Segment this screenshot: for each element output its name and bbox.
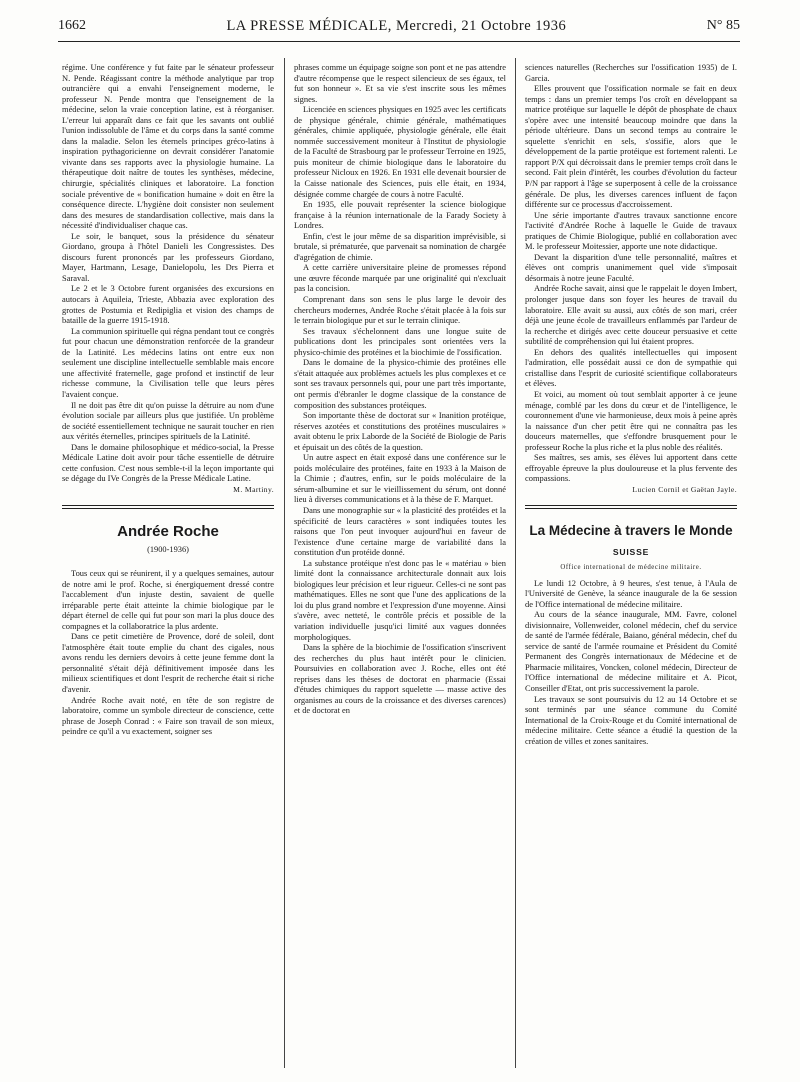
- paragraph: Elles prouvent que l'ossification normale se fait en deux temps : dans un premier temps l'os croît en développant sa matrice protéique sur laquelle le dépôt de phosphate de chaux s'opère avec une intensité beaucoup moindre que dans la période ultérieure. Dans un second temps au contraire le squelette s'enrichit en sels, s'ossifie, alors que le développement de la partie protéique est fortement ralenti. Le rapport P/X qui décroissait dans le premier temps croît dans le second. Fait plein d'intérêt, les courbes d'évolution du facteur P/N par rapport à l'âge se superposent à celle de la croissance générale. De plus, les diverses carences influent de façon différente sur ce processus d'accroissement.: [525, 83, 737, 210]
- paragraph: Dans la sphère de la biochimie de l'ossification s'inscrivent des recherches du plus haut intérêt pour le clinicien. Poursuivies en collaboration avec J. Roche, elles ont été reprises dans les thèses de doctorat en pharmacie (Essai d'études chimiques du rapport squelette — masse active des organismes au cours de la croissance et des diverses carences) et de doctorat en: [294, 642, 506, 716]
- paragraph: A cette carrière universitaire pleine de promesses répond une œuvre féconde marquée par une originalité qui n'excluait pas la concision.: [294, 262, 506, 294]
- column-3: [525, 62, 737, 746]
- section-divider: [62, 508, 274, 509]
- paragraph: Son importante thèse de doctorat sur « Inanition protéique, réserves azotées et constitutions des protéines musculaires » avait obtenu le prix Laborde de la Société de Biologie de Paris et épuisait un des côtés de la question.: [294, 410, 506, 452]
- paragraph: Devant la disparition d'une telle personnalité, maîtres et élèves ont compris unanimement quel vide s'imposait désormais à notre jeune Faculté.: [525, 251, 737, 283]
- column-1: [62, 62, 274, 737]
- paragraph: Le 2 et le 3 Octobre furent organisées des excursions en autocars à Aquileia, Trieste, Abbazia avec exploration des grottes de Postumia et Redipiglia et vision des champs de bataille de la guerre 1915-1918.: [62, 283, 274, 326]
- paragraph: Comprenant dans son sens le plus large le devoir des chercheurs modernes, Andrée Roche s'était placée à la fois sur le terrain biologique pur et sur le terrain clinique.: [294, 294, 506, 326]
- column-2: [294, 62, 506, 716]
- column-divider: [284, 58, 285, 1068]
- paragraph: phrases comme un équipage soigne son pont et ne pas attendre d'autre récompense que le respect silencieux de ses égaux, tel fut son honneur ». Et sa vie s'est inscrite sous les mêmes signes.: [294, 62, 506, 104]
- journal-title: LA PRESSE MÉDICALE,: [226, 17, 392, 34]
- paragraph: La communion spirituelle qui régna pendant tout ce congrès fut pour chacun une démonstration renforcée de la grandeur de la Latinité. Les médecins latins ont entre eux non seulement une discipline intellectuelle semblable mais encore une affectivité fraternelle, gage profond et instinctif de leur richesse commune, la Civilisation telle que leurs pères l'avaient conçue.: [62, 325, 274, 399]
- section-divider: [525, 508, 737, 509]
- country-heading: SUISSE: [612, 547, 650, 558]
- obituary-dates: (1900-1936): [147, 545, 189, 555]
- issue-number: N° 85: [706, 18, 740, 33]
- paragraph: régime. Une conférence y fut faite par le sénateur professeur N. Pende. Réagissant contre la méthode analytique par trop outrancière qui a envahi l'enseignement moderne, le professeur N. Pende montra que l'enseignement de la médecine, selon la vraie conception latine, est à réorganiser. L'erreur lui apparaît dans ce fait que les savants ont oublié l'union indissoluble de l'âme et du corps dans la santé comme dans la maladie. Selon les éternels principes gréco-latins à inspiration pythagoricienne on devrait considérer l'anatomie vivante dans ses rapports avec la physiologie humaine. La thérapeutique doit naître de toutes les synthèses, médecine, chirurgie, spécialités cliniques et laboratoire. La fonction sociale préventive de « bonification humaine » doit en être la conséquence directe. L'hygiène doit consister non seulement dans des mesures de standardisation collective, mais dans la nécessité d'individualiser chaque cas.: [62, 62, 274, 231]
- paragraph: Une série importante d'autres travaux sanctionne encore l'activité d'Andrée Roche à laquelle le Guide de travaux pratiques de Chimie Biologique, publié en collaboration avec M. le professeur Moitessier, apporte une note didactique.: [525, 209, 737, 252]
- paragraph: Ses travaux s'échelonnent dans une longue suite de publications dont les principales sont orientées vers la physico-chimie des protéines et la biochimie de l'ossification.: [294, 325, 506, 357]
- article-signature: M. Martiny.: [233, 484, 274, 494]
- world-medicine-title: La Médecine à travers le Monde: [529, 523, 733, 539]
- paragraph: Le soir, le banquet, sous la présidence du sénateur Giordano, groupa à l'hôtel Danieli les Congressistes. Des discours furent prononcés par les professeurs Giordano, Mayer, Hartmann, Lesage, Danielopolu, les Drs Pierra et Saraval.: [62, 230, 274, 283]
- paragraph: Dans une monographie sur « la plasticité des protéides et la spécificité de leurs caractères » sont indiquées toutes les raisons que l'on peut invoquer aujourd'hui en faveur de l'existence d'une certaine marge de variabilité dans la constitution d'un protéide donné.: [294, 504, 506, 558]
- paragraph: La substance protéique n'est donc pas le « matériau » bien limité dont la connaissance architecturale donnait aux lois biologiques leur précision et leur rigueur. Celles-ci ne sont pas mathématiques. Elles ne sont que l'une des applications de la loi du plus grand nombre et l'expression d'une moyenne. Ainsi s'avère, avec netteté, le contrôle précis et possible de la variation individuelle jusqu'ici limité aux vagues données morphologiques.: [294, 557, 506, 642]
- paragraph: Au cours de la séance inaugurale, MM. Favre, colonel divisionnaire, Vollenweider, colonel médecin, chef du service de santé de l'armée fédérale, Baiano, général médecin, chef du service de santé de l'armée roumaine et Président du Comité Permanent des Congrès internationaux de Médecine et de Pharmacie militaires, Voncken, colonel médecin, Directeur de l'Office international de médecine militaire et A. Picot, Conseiller d'Etat, ont pris successivement la parole.: [525, 609, 737, 693]
- page-number: 1662: [58, 18, 86, 33]
- paragraph: Tous ceux qui se réunirent, il y a quelques semaines, autour de notre ami le prof. Roche, si énergiquement dressé contre l'accablement d'un injuste destin, savaient de quelle irréparable perte était atteinte la chimie biologique par le départ éternel de celle qui fut pour son mari la plus douce des compagnes et la collaboratrice la plus ardente.: [62, 567, 274, 631]
- paragraph: Un autre aspect en était exposé dans une conférence sur le poids moléculaire des protéines, faite en 1933 à la Maison de la Chimie ; d'autres, enfin, sur le poids moléculaire de la sérum-albumine et sur le vieillissement du sérum, ont donné lieu à diverses communications et à la thèse de F. Marquet.: [294, 452, 506, 505]
- paragraph: Enfin, c'est le jour même de sa disparition imprévisible, si brutale, si prématurée, que parvenait sa nomination de chargée d'agrégation de chimie.: [294, 230, 506, 262]
- paragraph: Dans le domaine philosophique et médico-social, la Presse Médicale Latine doit avoir pour tâche essentielle de détruire cette confusion. C'est nous semble-t-il la leçon importante qui se dégage du IVe Congrès de la Presse Médicale Latine.: [62, 441, 274, 484]
- paragraph: Andrée Roche savait, ainsi que le rappelait le doyen Imbert, prolonger jusque dans son foyer les heures de travail du laboratoire. Elle avait su aussi, aux côtés de son mari, créer déjà une jeune école de travailleurs enflammés par l'ardeur de la recherche et dirigés avec cette douceur persuasive et cette subtilité de compréhension qui lui étaient propres.: [525, 283, 737, 347]
- issue-date: Mercredi, 21 Octobre 1936: [395, 17, 567, 34]
- article-signature: Lucien Cornil et Gaëtan Jayle.: [632, 484, 737, 494]
- paragraph: Andrée Roche avait noté, en tête de son registre de laboratoire, comme un symbole directeur de conscience, cette phrase de Joseph Conrad : « Faire son travail de son mieux, peindre ce qu'il a vu exactement, soigner ses: [62, 694, 274, 737]
- paragraph: Il ne doit pas être dit qu'on puisse la détruire au nom d'une évolution sociale par ailleurs plus que justifiée. Un problème de société essentiellement technique ne saurait toucher en rien aux vérités éternelles, principes spirituels de la Latinité.: [62, 399, 274, 442]
- paragraph: Dans ce petit cimetière de Provence, doré de soleil, dont l'atmosphère était toute emplie du chant des cigales, nous avons rendu les derniers devoirs à cette jeune femme dont la personnalité s'était déjà définitivement imposée dans les milieux scientifiques et dont l'esprit de recherche était si riche d'avenir.: [62, 631, 274, 694]
- paragraph: Ses maîtres, ses amis, ses élèves lui apportent dans cette effroyable épreuve la plus douloureuse et la plus fervente des compassions.: [525, 452, 737, 484]
- paragraph: Dans le domaine de la physico-chimie des protéines elle s'était attaquée aux problèmes actuels les plus complexes et ce sont ses travaux personnels qui, pour une part très importante, ont permis d'ébranler le dogme classique de la constance de composition des substances protéiques.: [294, 357, 506, 410]
- paragraph: sciences naturelles (Recherches sur l'ossification 1935) de I. Garcia.: [525, 62, 737, 83]
- paragraph: Les travaux se sont poursuivis du 12 au 14 Octobre et se sont terminés par une séance commune du Comité International de la Croix-Rouge et du Comité international de médecine militaire. Cette séance a étudié la question de la création de villes et zones sanitaires.: [525, 693, 737, 746]
- paragraph: Et voici, au moment où tout semblait apporter à ce jeune ménage, comblé par les dons du cœur et de l'intelligence, le couronnement d'une vie harmonieuse, deux mois à peine après la naissance d'un cher petit être qui ne connaîtra pas les douceurs maternelles, que s'effondre brusquement pour le professeur Roche la plus riche et la plus noble des réalités.: [525, 388, 737, 452]
- header-rule: [58, 41, 740, 42]
- office-heading: Office international de médecine militaire.: [560, 563, 702, 571]
- paragraph: En 1935, elle pouvait représenter la science biologique française à la réunion internationale de la Farady Society à Londres.: [294, 199, 506, 231]
- section-divider: [525, 505, 737, 506]
- journal-title-line: [226, 18, 566, 35]
- paragraph: En dehors des qualités intellectuelles qui imposent l'admiration, elle possédait aussi ce don de sympathie qui cristallise dans l'esprit de curiosité scientifique collaborateurs et élèves.: [525, 346, 737, 389]
- paragraph: Le lundi 12 Octobre, à 9 heures, s'est tenue, à l'Aula de l'Université de Genève, la séance inaugurale de la 6e session de l'Office international de médecine militaire.: [525, 577, 737, 609]
- page-header: [58, 14, 740, 38]
- column-divider: [515, 58, 516, 1068]
- section-divider: [62, 505, 274, 506]
- obituary-title: Andrée Roche: [117, 523, 219, 541]
- paragraph: Licenciée en sciences physiques en 1925 avec les certificats de physique générale, chimie générale, mathématiques générales, chimie appliquée, physiologie générale, elle était nommée successivement moniteur à l'Institut de physiologie de la Faculté de Strasbourg par le professeur Terroine en 1925, puis moniteur de chimie biologique dans le laboratoire du professeur Nicloux en 1926. En 1931 elle devenait boursier de la Caisse nationale des Sciences, puis elle était, en 1934, désignée comme chargée de cours à notre Faculté.: [294, 104, 506, 199]
